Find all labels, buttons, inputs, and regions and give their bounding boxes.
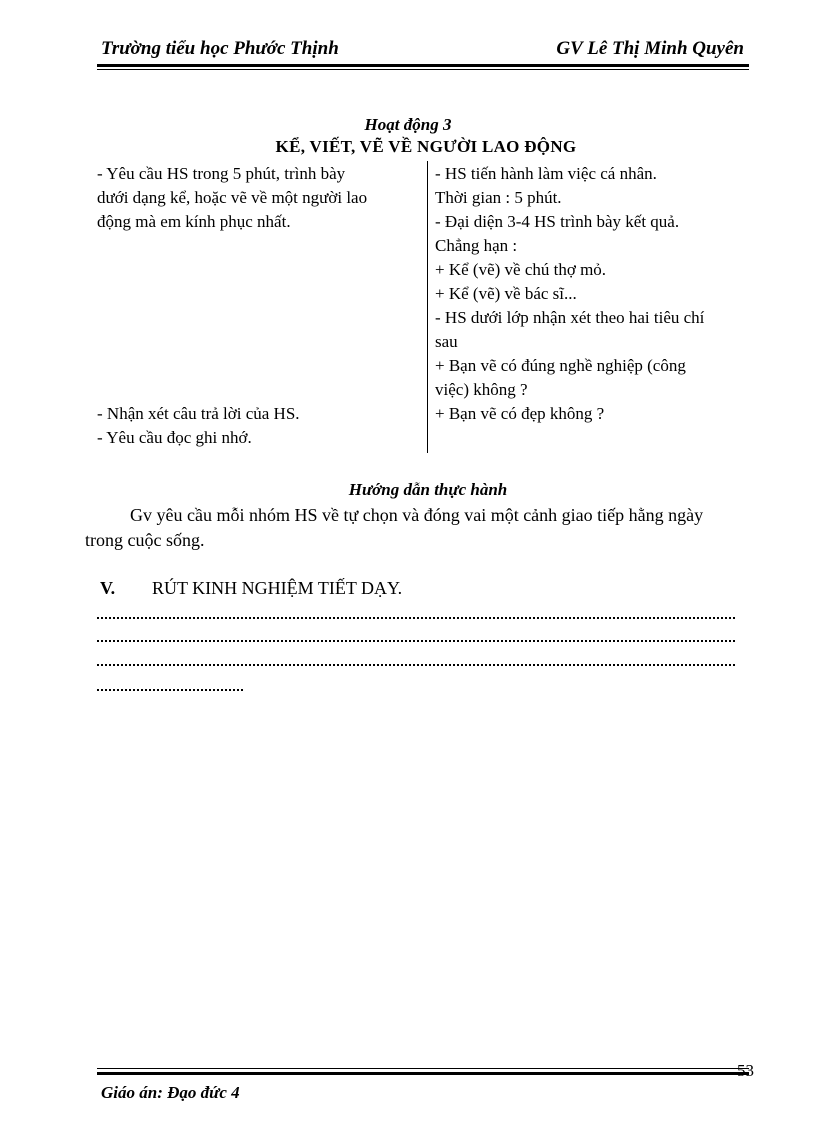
section-v-heading — [100, 578, 402, 599]
header-school: Trường tiểu học Phước Thịnh — [101, 38, 339, 59]
student-line: việc) không ? — [435, 380, 528, 399]
dotted-line — [97, 662, 735, 666]
dotted-line — [97, 615, 735, 619]
teacher-line: - Nhận xét câu trả lời của HS. — [97, 404, 300, 423]
teacher-line — [97, 306, 427, 330]
guide-text: Gv yêu cầu mỗi nhóm HS về tự chọn và đóng vai một cảnh giao tiếp hằng ngày trong cuộc sống. — [85, 505, 704, 550]
teacher-line: - Yêu cầu HS trong 5 phút, trình bày — [97, 164, 346, 183]
student-line: sau — [435, 332, 458, 351]
activity-title: Hoạt động 3 — [364, 115, 452, 134]
student-line: Thời gian : 5 phút. — [435, 188, 562, 207]
teacher-column — [97, 162, 427, 450]
teacher-line: dưới dạng kể, hoặc vẽ về một người lao — [97, 188, 368, 207]
student-line: + Bạn vẽ có đẹp không ? — [435, 404, 605, 423]
teacher-line — [97, 378, 427, 402]
section-v-number: V. — [100, 578, 116, 598]
student-line: + Kể (vẽ) về bác sĩ... — [435, 284, 577, 303]
teacher-line — [97, 330, 427, 354]
footer-subject: Giáo án: Đạo đức 4 — [101, 1083, 240, 1102]
footer-rule-thin — [97, 1068, 749, 1069]
guide-title: Hướng dẫn thực hành — [348, 480, 508, 499]
student-line: + Kể (vẽ) về chú thợ mỏ. — [435, 260, 607, 279]
dotted-line — [97, 687, 243, 691]
header-teacher: GV Lê Thị Minh Quyên — [556, 38, 744, 59]
header-rule-thick — [97, 64, 749, 67]
footer-rule-thick — [97, 1072, 749, 1075]
teacher-line — [97, 234, 427, 258]
student-line: Chẳng hạn : — [435, 236, 518, 255]
student-line: + Bạn vẽ có đúng nghề nghiệp (công — [435, 356, 686, 375]
teacher-line — [97, 258, 427, 282]
student-line: - Đại diện 3-4 HS trình bày kết quả. — [435, 212, 680, 231]
teacher-line: - Yêu cầu đọc ghi nhớ. — [97, 428, 252, 447]
student-line: - HS dưới lớp nhận xét theo hai tiêu chí — [435, 308, 705, 327]
teacher-line — [97, 282, 427, 306]
student-column — [435, 162, 765, 426]
teacher-line: động mà em kính phục nhất. — [97, 212, 291, 231]
section-v-title: RÚT KINH NGHIỆM TIẾT DẠY. — [152, 578, 403, 598]
column-divider — [427, 161, 428, 453]
teacher-line — [97, 354, 427, 378]
activity-subtitle: KỂ, VIẾT, VẼ VỀ NGƯỜI LAO ĐỘNG — [275, 137, 577, 156]
dotted-line — [97, 638, 735, 642]
header-rule-thin — [97, 69, 749, 70]
page-number: 53 — [737, 1061, 754, 1080]
student-line: - HS tiến hành làm việc cá nhân. — [435, 164, 657, 183]
